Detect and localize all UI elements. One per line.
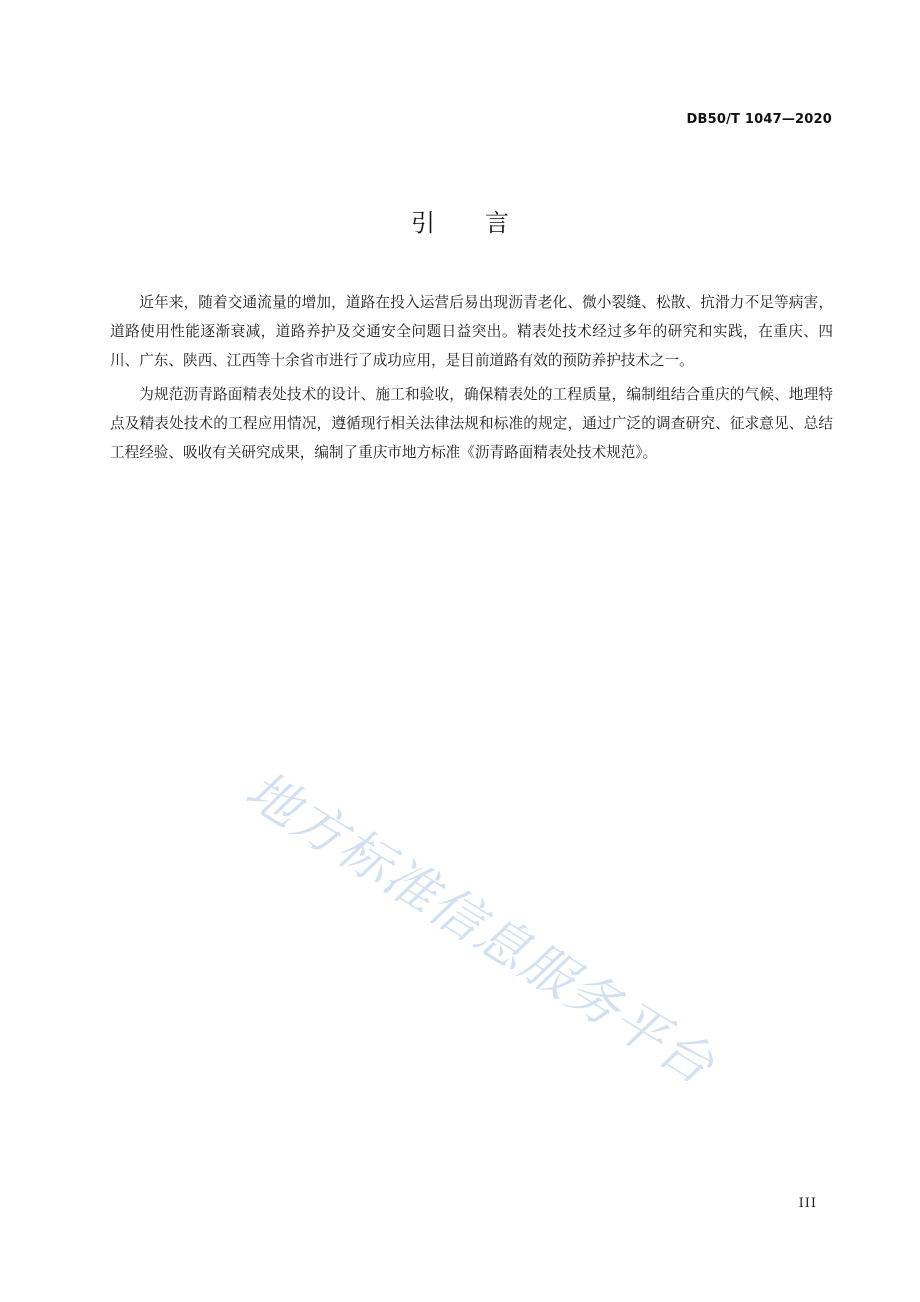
page-title: 引言 [411, 209, 559, 237]
document-code: DB50/T 1047—2020 [686, 112, 832, 127]
paragraph-1: 近年来，随着交通流量的增加，道路在投入运营后易出现沥青老化、微小裂缝、松散、抗滑力不足等病害，道路使用性能逐渐衰减，道路养护及交通安全问题日益突出。精表处技术经过多年的研究和实践，在重庆、四川、广东、陕西、江西等十余省市进行了成功应用，是目前道路有效的预防养护技术之一。 [110, 294, 833, 369]
paragraph-2: 为规范沥青路面精表处技术的设计、施工和验收，确保精表处的工程质量，编制组结合重庆的气候、地理特点及精表处技术的工程应用情况，遵循现行相关法律法规和标准的规定，通过广泛的调查研究、征求意见、总结工程经验、吸收有关研究成果，编制了重庆市地方标准《沥青路面精表处技术规范》。 [110, 386, 833, 461]
watermark-text: 地方标准信息服务平台 [235, 760, 725, 1098]
watermark [222, 750, 782, 1110]
introduction-body [110, 288, 833, 472]
page-number: III [798, 1196, 817, 1211]
